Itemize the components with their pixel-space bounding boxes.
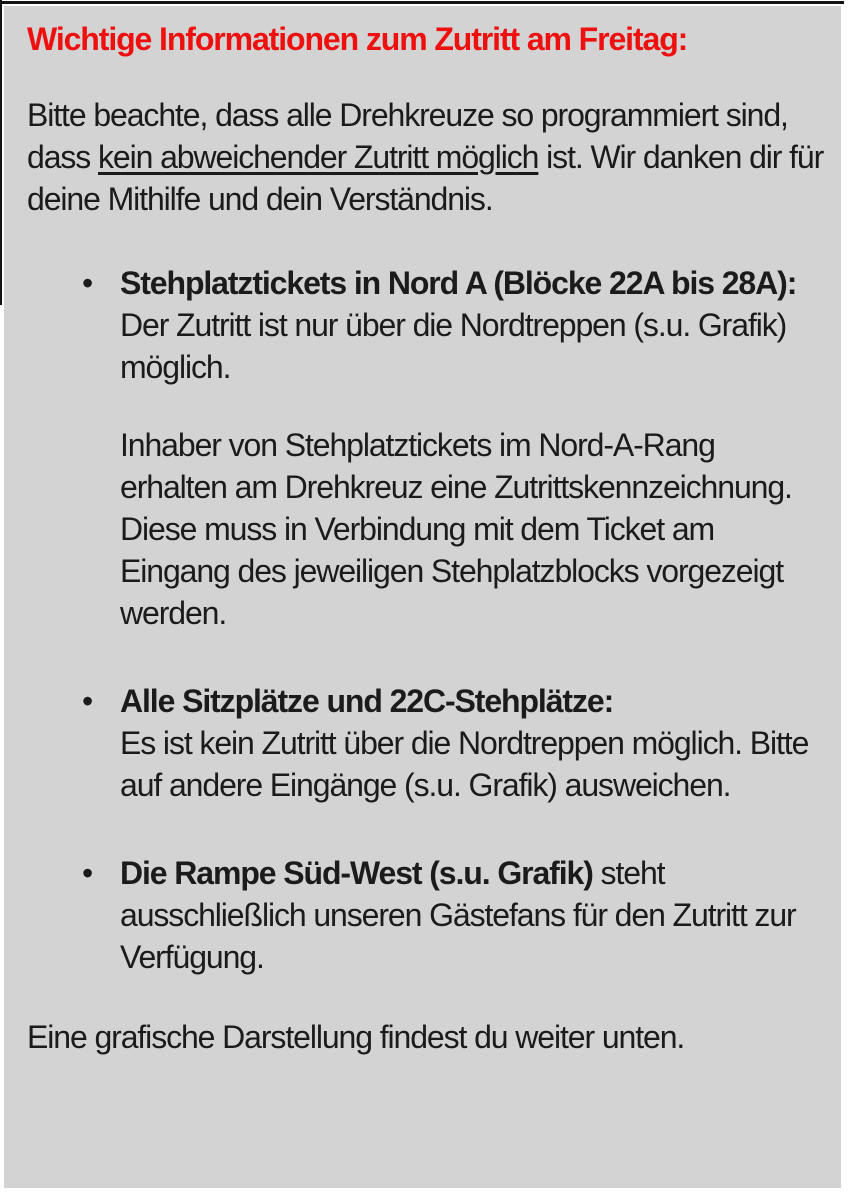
list-item-nord-a — [120, 262, 825, 634]
page-title: Wichtige Informationen zum Zutritt am Freitag: — [27, 21, 688, 57]
bullet2-title: • Alle Sitzplätze und 22C-Stehplätze: — [120, 683, 614, 719]
top-border-line — [0, 1, 844, 4]
bullet2-body: Es ist kein Zutritt über die Nordtreppen möglich. Bitte auf andere Eingänge (s.u. Grafik) ausweichen. — [120, 725, 809, 803]
bullet3-title-bold: Die Rampe Süd-West (s.u. Grafik) — [120, 855, 593, 891]
left-border-line — [0, 0, 2, 305]
bullet3-paragraph — [120, 852, 825, 978]
list-item-rampe-sued-west — [120, 852, 825, 978]
list-item-sitzplaetze — [120, 680, 825, 806]
intro-text-before: Bitte beachte, dass alle Drehkreuze so programmiert sind, dass — [27, 97, 788, 175]
footer-paragraph: Eine grafische Darstellung findest du weiter unten. — [27, 1019, 685, 1055]
bullet-list — [27, 262, 825, 978]
bullet1-body: Der Zutritt ist nur über die Nordtreppen (s.u. Grafik) möglich. — [120, 307, 787, 385]
intro-underlined-text: kein abweichender Zutritt möglich — [98, 139, 539, 175]
bullet1-body-extra: Inhaber von Stehplatztickets im Nord-A-Rang erhalten am Drehkreuz eine Zutrittskennzeichnung. Diese muss in Verbindung mit dem Ticket am Eingang des jeweiligen Stehplatzblocks vorgezeigt werden. — [120, 427, 792, 631]
bullet3-body: steht ausschließlich unseren Gästefans für den Zutritt zur Verfügung. — [120, 855, 796, 975]
intro-paragraph — [27, 94, 825, 220]
intro-text-after: ist. Wir danken dir für deine Mithilfe und dein Verständnis. — [27, 139, 824, 217]
bullet1-title: • Stehplatztickets in Nord A (Blöcke 22A bis 28A): — [120, 265, 797, 301]
info-panel — [4, 6, 841, 1188]
